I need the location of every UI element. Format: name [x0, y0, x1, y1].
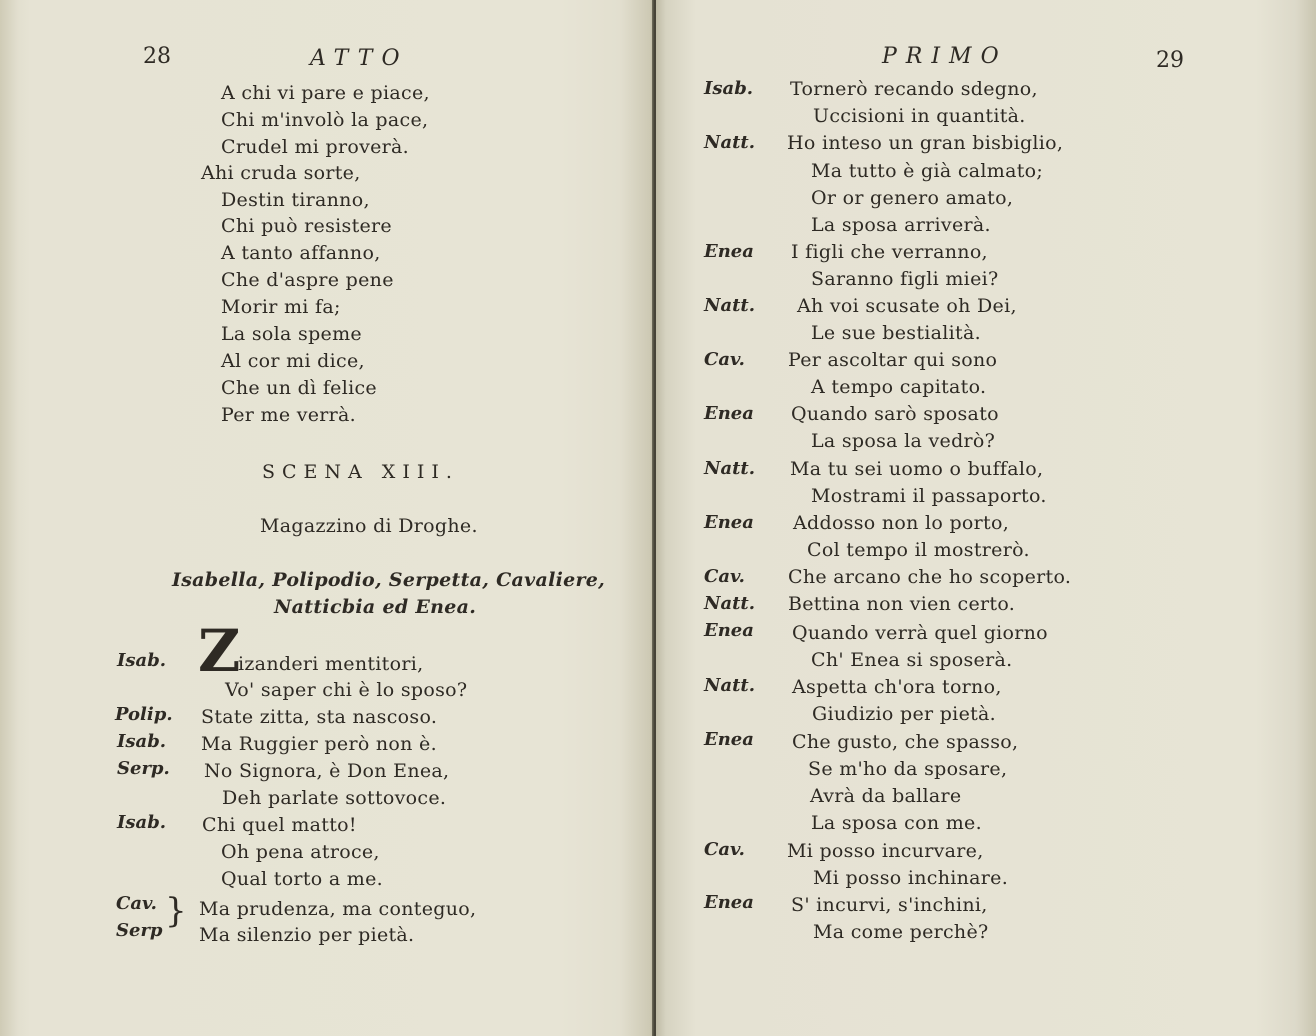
- page-number: 28: [143, 44, 171, 69]
- speaker-label: Isab.: [704, 78, 754, 99]
- right-page: [656, 0, 1316, 1036]
- dialogue-line: Ma tutto è già calmato;: [811, 160, 1044, 182]
- speaker-label: Serp: [116, 920, 163, 941]
- speaker-label: Cav.: [704, 839, 745, 860]
- speaker-label: Natt.: [704, 458, 756, 479]
- dialogue-line: Deh parlate sottovoce.: [222, 787, 447, 809]
- speaker-label: Natt.: [704, 132, 756, 153]
- scene-title: SCENA XIII.: [262, 461, 459, 483]
- speaker-label: Enea: [704, 892, 754, 913]
- dialogue-line: Ma Ruggier però non è.: [201, 733, 437, 755]
- dialogue-line: Mostrami il passaporto.: [811, 485, 1047, 507]
- speaker-label: Natt.: [704, 295, 756, 316]
- dialogue-line: Che arcano che ho scoperto.: [788, 566, 1072, 588]
- verse-line: Chi può resistere: [221, 215, 392, 237]
- verse-line: Che d'aspre pene: [221, 269, 394, 291]
- dialogue-line: Or or genero amato,: [811, 187, 1014, 209]
- drop-cap: Z: [198, 617, 241, 685]
- dialogue-line: Ma tu sei uomo o buffalo,: [790, 458, 1044, 480]
- dialogue-line: Chi quel matto!: [202, 814, 357, 836]
- verse-line: A tanto affanno,: [221, 242, 381, 264]
- dialogue-line: Se m'ho da sposare,: [808, 758, 1008, 780]
- verse-line: La sola speme: [221, 323, 362, 345]
- dialogue-line: I figli che verranno,: [791, 241, 988, 263]
- speaker-label: Polip.: [115, 704, 173, 725]
- speaker-label: Cav.: [704, 349, 745, 370]
- verse-line: Ahi cruda sorte,: [201, 162, 361, 184]
- dialogue-line: Giudizio per pietà.: [812, 703, 997, 725]
- brace-glyph: }: [165, 891, 187, 931]
- scene-setting: Magazzino di Droghe.: [260, 515, 478, 537]
- dialogue-line: Aspetta ch'ora torno,: [792, 676, 1002, 698]
- dialogue-line: No Signora, è Don Enea,: [204, 760, 450, 782]
- dialogue-line: Quando sarò sposato: [791, 403, 999, 425]
- dialogue-line: Ah voi scusate oh Dei,: [797, 295, 1017, 317]
- running-head: ATTO: [310, 46, 409, 71]
- dialogue-line: Ho inteso un gran bisbiglio,: [787, 132, 1064, 154]
- dialogue-line: Uccisioni in quantità.: [813, 105, 1026, 127]
- verse-line: Crudel mi proverà.: [221, 136, 410, 158]
- characters-list: Natticbia ed Enea.: [274, 596, 477, 618]
- speaker-label: Enea: [704, 403, 754, 424]
- dialogue-line: State zitta, sta nascoso.: [201, 706, 438, 728]
- verse-line: Al cor mi dice,: [221, 350, 365, 372]
- dialogue-line: La sposa la vedrò?: [811, 430, 996, 452]
- dialogue-line: Tornerò recando sdegno,: [790, 78, 1038, 100]
- speaker-label: Enea: [704, 512, 754, 533]
- verse-line: Per me verrà.: [221, 404, 357, 426]
- dialogue-line: Che gusto, che spasso,: [792, 731, 1019, 753]
- speaker-label: Serp.: [117, 758, 170, 779]
- verse-line: Chi m'involò la pace,: [221, 109, 429, 131]
- speaker-label: Enea: [704, 729, 754, 750]
- dialogue-line: Addosso non lo porto,: [793, 512, 1010, 534]
- dialogue-line: Saranno figli miei?: [811, 268, 999, 290]
- dialogue-line: Qual torto a me.: [221, 868, 383, 890]
- speaker-label: Enea: [704, 241, 754, 262]
- dialogue-line: S' incurvi, s'inchini,: [791, 894, 988, 916]
- dialogue-line: Vo' saper chi è lo sposo?: [225, 679, 468, 701]
- page-number: 29: [1156, 48, 1184, 73]
- dialogue-line: La sposa arriverà.: [811, 214, 991, 236]
- dialogue-line: Mi posso inchinare.: [813, 867, 1009, 889]
- dialogue-line: Ma silenzio per pietà.: [199, 924, 415, 946]
- dialogue-line: A tempo capitato.: [811, 376, 987, 398]
- speaker-label: Natt.: [704, 593, 756, 614]
- verse-line: Destin tiranno,: [221, 189, 370, 211]
- speaker-label: Isab.: [117, 650, 167, 671]
- dialogue-line: Avrà da ballare: [810, 785, 962, 807]
- dialogue-line: Col tempo il mostrerò.: [807, 539, 1030, 561]
- speaker-label: Enea: [704, 620, 754, 641]
- left-page: [0, 0, 654, 1036]
- speaker-label: Cav.: [704, 566, 745, 587]
- dialogue-line: Quando verrà quel giorno: [792, 622, 1048, 644]
- speaker-label: Cav.: [116, 893, 157, 914]
- dialogue-line: Le sue bestialità.: [811, 322, 981, 344]
- dialogue-line: Per ascoltar qui sono: [788, 349, 998, 371]
- dialogue-line: La sposa con me.: [811, 812, 982, 834]
- dialogue-line: Oh pena atroce,: [221, 841, 380, 863]
- dialogue-line: Bettina non vien certo.: [788, 593, 1016, 615]
- verse-line: Morir mi fa;: [221, 296, 341, 318]
- running-head: PRIMO: [882, 44, 1008, 69]
- verse-line: A chi vi pare e piace,: [221, 82, 430, 104]
- dialogue-line: Ch' Enea si sposerà.: [811, 649, 1013, 671]
- speaker-label: Isab.: [117, 812, 167, 833]
- verse-line: Che un dì felice: [221, 377, 377, 399]
- dialogue-line: Mi posso incurvare,: [787, 840, 984, 862]
- speaker-label: Natt.: [704, 675, 756, 696]
- dialogue-line: Ma prudenza, ma conteguo,: [199, 898, 477, 920]
- dialogue-line: Ma come perchè?: [813, 921, 989, 943]
- dialogue-line: izanderi mentitori,: [238, 653, 424, 675]
- characters-list: Isabella, Polipodio, Serpetta, Cavaliere,: [172, 569, 606, 591]
- speaker-label: Isab.: [117, 731, 167, 752]
